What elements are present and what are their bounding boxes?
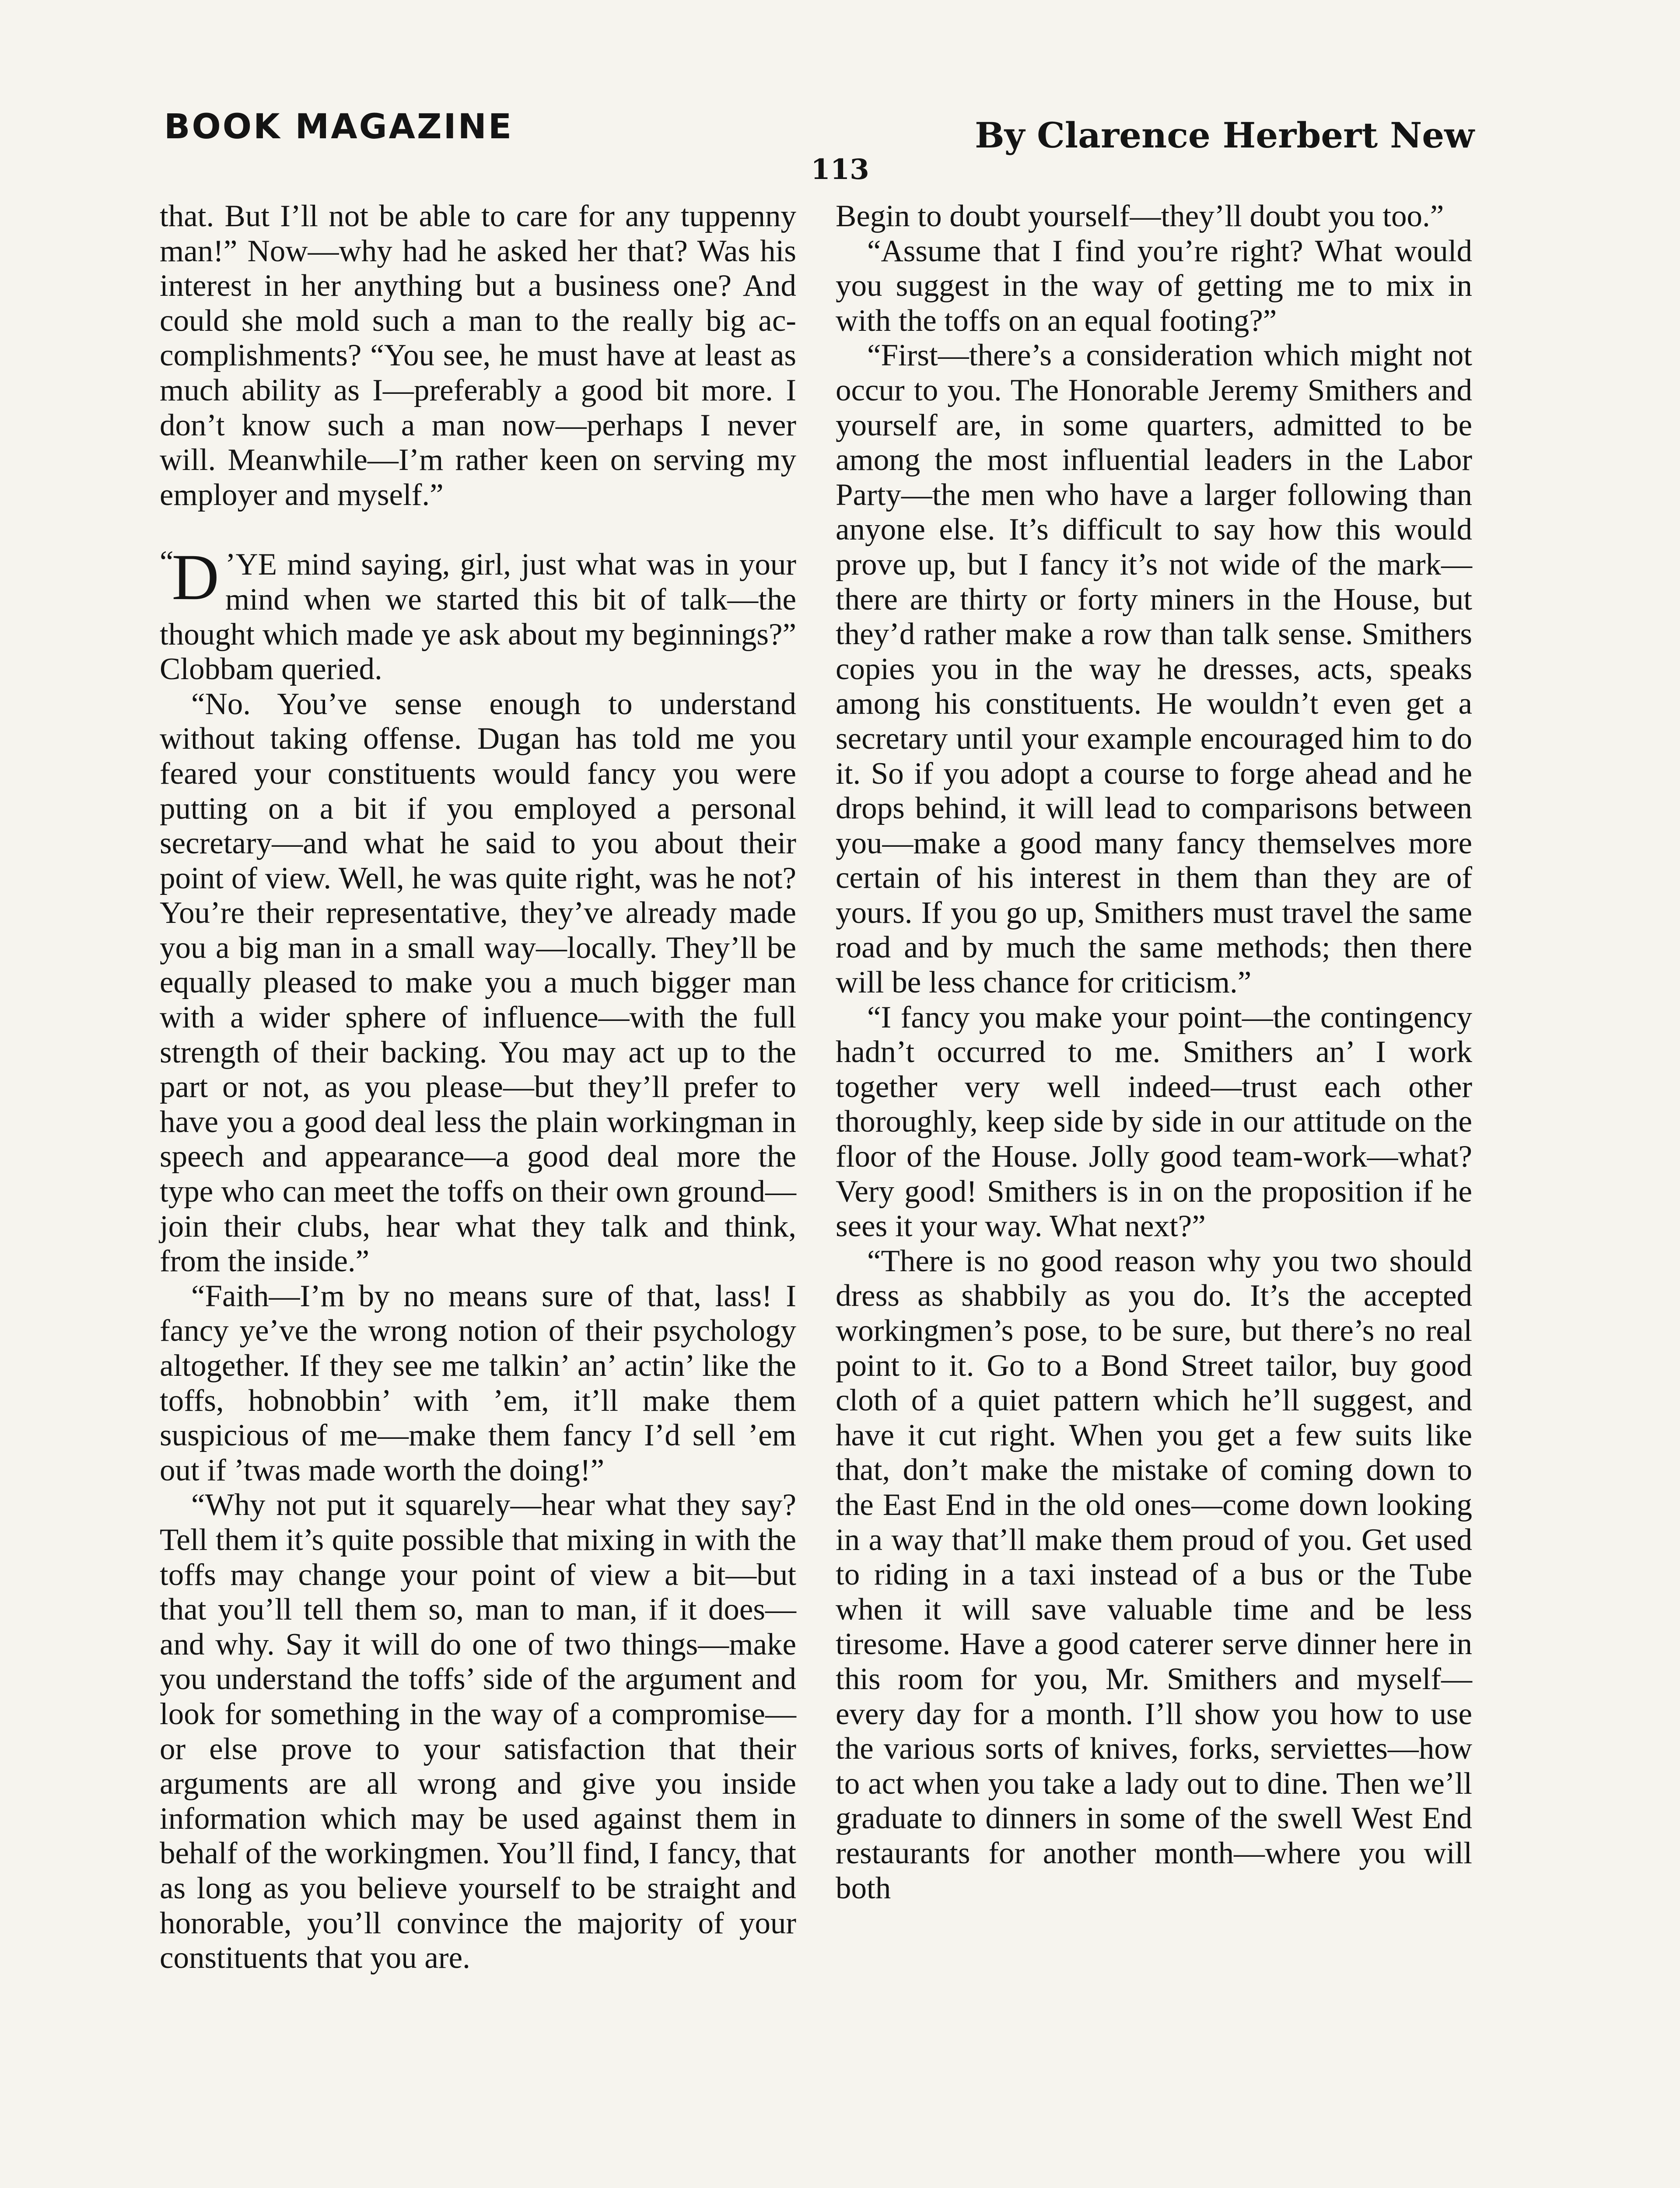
- paragraph-text: ’YE mind saying, girl, just what was in your mind when we started this bit of talk—the thought which made ye ask about my beginnings?” Clobbam queried.: [160, 547, 796, 687]
- paragraph: “First—there’s a consideration which might not occur to you. The Honorable Jeremy Smithers and yourself are, in some quarters, admitted to be among the most influential leaders in the Labor Party—the men who have a larger following than anyone else. It’s difficult to say how this would prove up, but I fancy it’s not wide of the mark—there are thirty or forty miners in the House, but they’d rather make a row than talk sense. Smithers copies you in the way he dresses, acts, speaks among his constituents. He wouldn’t even get a secretary until your example encouraged him to do it. So if you adopt a course to forge ahead and he drops behind, it will lead to comparisons between you—make a good many fancy themselves more certain of his interest in them than they are of yours. If you go up, Smithers must travel the same road and by much the same methods; then there will be less chance for criticism.”: [836, 338, 1472, 1000]
- paragraph: “Faith—I’m by no means sure of that, lass! I fancy ye’ve the wrong notion of their psychology altogether. If they see me talkin’ an’ actin’ like the toffs, hobnobbin’ with ’em, it’ll make them suspicious of me—make them fancy I’d sell ’em out if ’twas made worth the doing!”: [160, 1279, 796, 1487]
- page-number: 113: [811, 153, 869, 186]
- paragraph: “No. You’ve sense enough to understand without taking offense. Dugan has told me you feared your constituents would fancy you were putting on a bit if you employed a personal secretary—and what he said to you about their point of view. Well, he was quite right, was he not? You’re their representative, they’ve already made you a big man in a small way—locally. They’ll be equally pleased to make you a much bigger man with a wider sphere of influence—with the full strength of their backing. You may act up to the part or not, as you please—but they’ll prefer to have you a good deal less the plain workingman in speech and appearance—a good deal more the type who can meet the toffs on their own ground—join their clubs, hear what they talk and think, from the inside.”: [160, 687, 796, 1279]
- running-head-left: BOOK MAGAZINE: [164, 107, 514, 147]
- paragraph: that. But I’ll not be able to care for any tuppenny man!” Now—why had he asked her that? Was his interest in her anything but a business one? And could she mold such a man to the really big accomplishments? “You see, he must have at least as much ability as I—preferably a good bit more. I don’t know such a man now—perhaps I never will. Meanwhile—I’m rather keen on serving my employer and myself.”: [160, 199, 796, 512]
- paragraph: “I fancy you make your point—the contingency hadn’t occurred to me. Smithers an’ I work together very well indeed—trust each other thoroughly, keep side by side in our attitude on the floor of the House. Jolly good team-work—what? Very good! Smithers is in on the proposition if he sees it your way. What next?”: [836, 1000, 1472, 1244]
- left-column: [160, 199, 796, 1976]
- running-head-byline: By Clarence Herbert New: [975, 115, 1474, 156]
- paragraph: “Why not put it squarely—hear what they say? Tell them it’s quite possible that mixing in with the toffs may change your point of view a bit—but that you’ll tell them so, man to man, if it does—and why. Say it will do one of two things—make you understand the toffs’ side of the argument and look for something in the way of a compromise—or else prove to your satisfaction that their arguments are all wrong and give you inside information which may be used against them in behalf of the workingmen. You’ll find, I fancy, that as long as you believe yourself to be straight and honorable, you’ll convince the majority of your constituents that you are.: [160, 1488, 796, 1975]
- drop-cap: D: [172, 541, 219, 614]
- paragraph: “There is no good reason why you two should dress as shabbily as you do. It’s the accepted workingmen’s pose, to be sure, but there’s no real point to it. Go to a Bond Street tailor, buy good cloth of a quiet pattern which he’ll suggest, and have it cut right. When you get a few suits like that, don’t make the mistake of coming down to the East End in the old ones—come down looking in a way that’ll make them proud of you. Get used to riding in a taxi instead of a bus or the Tube when it will save valuable time and be less tiresome. Have a good caterer serve dinner here in this room for you, Mr. Smithers and myself—every day for a month. I’ll show you how to use the various sorts of knives, forks, serviettes—how to act when you take a lady out to dine. Then we’ll graduate to dinners in some of the swell West End restaurants for another month—where you will both: [836, 1244, 1472, 1905]
- drop-cap-quote: “: [160, 545, 174, 579]
- paragraph: “Assume that I find you’re right? What would you suggest in the way of getting me to mix in with the toffs on an equal footing?”: [836, 234, 1472, 338]
- section-opening-paragraph: [160, 541, 796, 687]
- paragraph: Begin to doubt yourself—they’ll doubt you too.”: [836, 199, 1444, 233]
- right-column: [836, 199, 1472, 1906]
